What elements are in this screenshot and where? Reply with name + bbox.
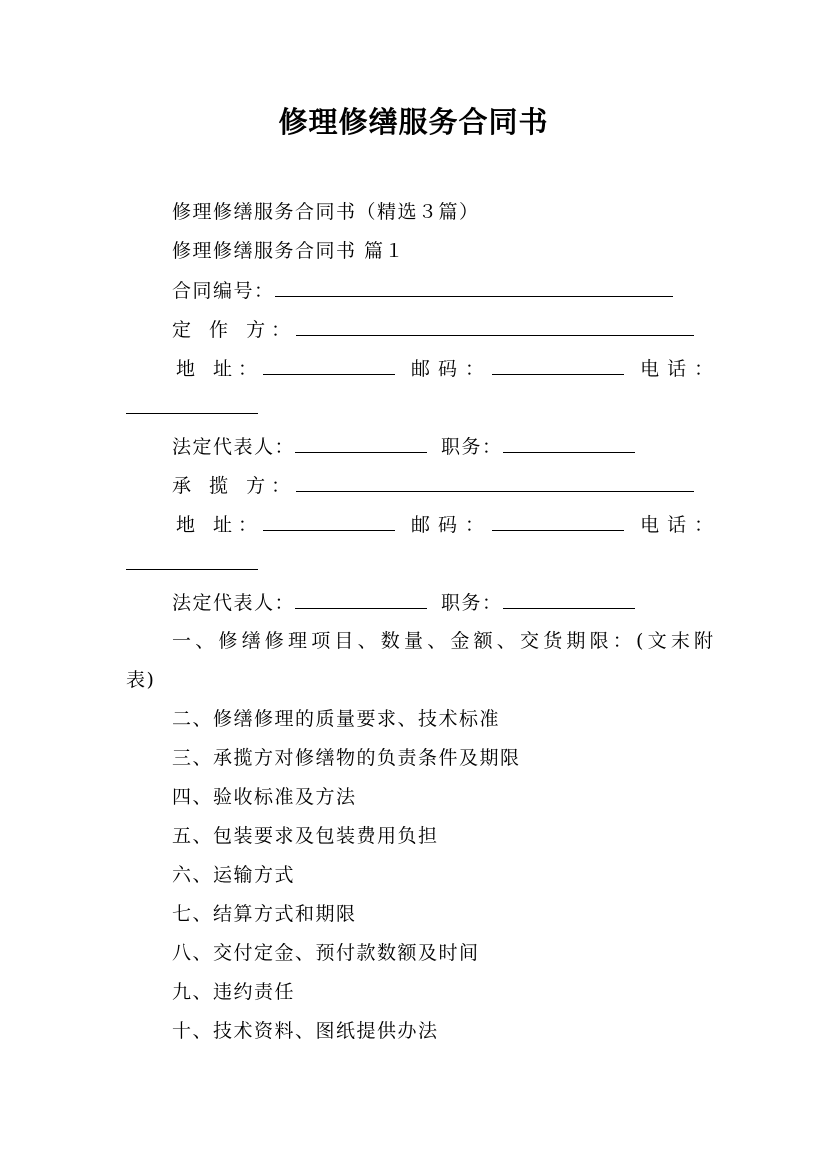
legal-rep-label: 法定代表人： [172, 592, 296, 614]
orderer-position-field[interactable] [503, 434, 635, 453]
orderer-row [172, 317, 694, 342]
contractor-label: 承 揽 方： [172, 475, 297, 497]
document-title: 修理修缮服务合同书 [278, 105, 549, 139]
part-heading: 修理修缮服务合同书 篇１ [172, 240, 406, 262]
clause-item: 十、技术资料、图纸提供办法 [172, 1020, 439, 1042]
contractor-address-row [176, 512, 721, 537]
contract-no-label: 合同编号： [172, 280, 275, 302]
orderer-phone-continuation [126, 395, 258, 420]
legal-rep-label: 法定代表人： [172, 436, 296, 458]
orderer-label: 定 作 方： [172, 319, 297, 341]
orderer-postcode-field[interactable] [492, 356, 624, 375]
clause-item: 一、修缮修理项目、数量、金额、交货期限：(文末附 [172, 630, 718, 652]
clause-item: 五、包装要求及包装费用负担 [172, 825, 439, 847]
clause-item: 七、结算方式和期限 [172, 903, 357, 925]
contractor-legal-rep-row [172, 590, 635, 615]
clause-item: 四、验收标准及方法 [172, 786, 357, 808]
address-label: 地 址： [176, 358, 264, 380]
orderer-address-row [176, 356, 721, 381]
contractor-position-field[interactable] [503, 590, 635, 609]
orderer-legal-rep-field[interactable] [295, 434, 427, 453]
clause-item: 六、运输方式 [172, 864, 296, 886]
position-label: 职务： [441, 436, 503, 458]
orderer-field[interactable] [296, 317, 694, 336]
address-label: 地 址： [176, 514, 264, 536]
phone-label: 电话： [640, 358, 722, 380]
contractor-field[interactable] [296, 473, 694, 492]
contract-no-row [172, 278, 673, 303]
clause-item: 二、修缮修理的质量要求、技术标准 [172, 708, 501, 730]
contractor-legal-rep-field[interactable] [295, 590, 427, 609]
contractor-row [172, 473, 694, 498]
orderer-address-field[interactable] [263, 356, 395, 375]
contractor-postcode-field[interactable] [492, 512, 624, 531]
position-label: 职务： [441, 592, 503, 614]
postcode-label: 邮码： [411, 514, 493, 536]
clause-item: 八、交付定金、预付款数额及时间 [172, 942, 480, 964]
postcode-label: 邮码： [411, 358, 493, 380]
contractor-phone-field[interactable] [126, 551, 258, 570]
orderer-legal-rep-row [172, 434, 635, 459]
contract-no-field[interactable] [275, 278, 673, 297]
contractor-phone-continuation [126, 551, 258, 576]
orderer-phone-field[interactable] [126, 395, 258, 414]
clause-item: 表) [126, 669, 156, 691]
phone-label: 电话： [640, 514, 722, 536]
clause-item: 九、违约责任 [172, 981, 296, 1003]
clause-item: 三、承揽方对修缮物的负责条件及期限 [172, 747, 521, 769]
contractor-address-field[interactable] [263, 512, 395, 531]
subtitle-line: 修理修缮服务合同书（精选３篇） [172, 201, 480, 223]
